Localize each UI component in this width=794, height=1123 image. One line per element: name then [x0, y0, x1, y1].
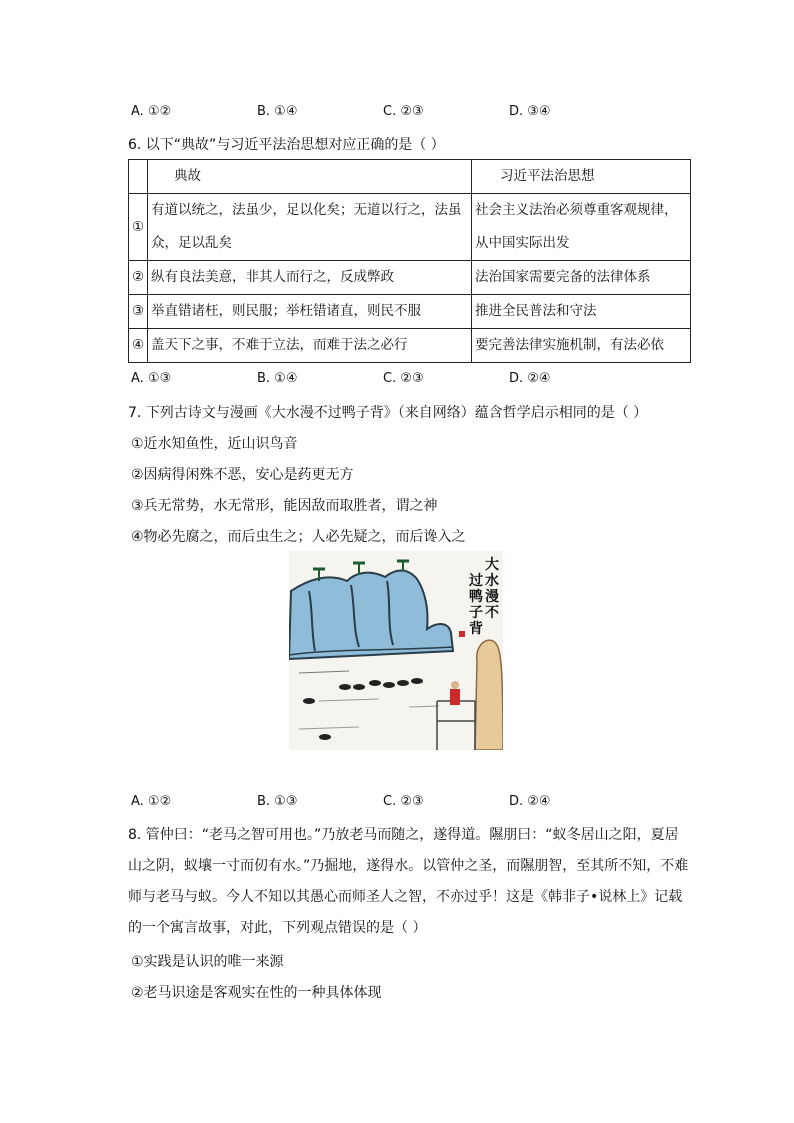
cartoon-title-char: 大	[485, 557, 499, 573]
cartoon-title-char: 背	[469, 621, 483, 637]
row-num: ①	[129, 194, 148, 261]
cartoon-title-char: 漫	[485, 589, 499, 605]
table-row	[129, 329, 691, 363]
cartoon-title-char: 子	[469, 605, 483, 621]
table-row	[129, 261, 691, 295]
q7-item-4: ④物必先腐之，而后虫生之；人必先疑之，而后谗入之	[131, 529, 466, 545]
option-d: D. ②④	[509, 794, 551, 809]
table-header-story: 典故	[148, 160, 472, 194]
table-row	[129, 194, 691, 261]
option-c: C. ②③	[383, 794, 424, 809]
option-d: D. ③④	[509, 104, 551, 119]
q7-item-3: ③兵无常势，水无常形，能因敌而取胜者，谓之神	[131, 498, 438, 514]
option-c: C. ②③	[383, 371, 424, 386]
q8-text: 8. 管仲曰：“老马之智可用也。”乃放老马而随之，遂得道。隰朋曰：“蚁冬居山之阳，夏居山之阴，蚁壤一寸而仞有水。”乃掘地，遂得水。以管仲之圣，而隰朋智，至其所不知，不难师与老马与蚁。今人不知以其愚心而师圣人之智，不亦过乎！这是《韩非子•说林上》记载的一个寓言故事，对此，下列观点错误的是（ ）	[128, 827, 689, 936]
table-header-thought: 习近平法治思想	[472, 160, 691, 194]
q5-options	[131, 104, 635, 119]
row-num: ③	[129, 295, 148, 329]
table-row	[129, 295, 691, 329]
row-story: 纵有良法美意，非其人而行之，反成弊政	[148, 261, 472, 295]
q7-item-1: ①近水知鱼性，近山识鸟音	[131, 436, 298, 452]
q6-options	[131, 371, 635, 386]
row-num: ④	[129, 329, 148, 363]
row-story: 盖天下之事，不难于立法，而难于法之必行	[148, 329, 472, 363]
q8-item-2: ②老马识途是客观实在性的一种具体体现	[131, 985, 382, 1001]
option-a: A. ①②	[131, 104, 172, 119]
table-header-num	[129, 160, 148, 194]
option-d: D. ②④	[509, 371, 551, 386]
option-b: B. ①④	[257, 104, 298, 119]
option-a: A. ①③	[131, 371, 172, 386]
cartoon-drawing	[289, 551, 503, 750]
q7-stem: 7. 下列古诗文与漫画《大水漫不过鸭子背》（来自网络）蕴含哲学启示相同的是（ ）	[128, 405, 648, 421]
q7-options	[131, 794, 635, 809]
cartoon-title-char: 水	[485, 573, 499, 589]
row-num: ②	[129, 261, 148, 295]
cartoon-title-char: 鸭	[469, 589, 483, 605]
q6-table	[128, 159, 691, 363]
cartoon-title-char: 不	[485, 605, 499, 621]
row-thought: 推进全民普法和守法	[472, 295, 691, 329]
row-thought: 要完善法律实施机制，有法必依	[472, 329, 691, 363]
option-b: B. ①③	[257, 794, 298, 809]
table-header-row	[129, 160, 691, 194]
q8-item-1: ①实践是认识的唯一来源	[131, 954, 284, 970]
option-b: B. ①④	[257, 371, 298, 386]
q6-stem: 6. 以下“典故”与习近平法治思想对应正确的是（ ）	[128, 137, 445, 153]
cartoon-image	[289, 551, 503, 750]
row-thought: 社会主义法治必须尊重客观规律，从中国实际出发	[472, 194, 691, 261]
row-story: 举直错诸枉，则民服；举枉错诸直，则民不服	[148, 295, 472, 329]
option-a: A. ①②	[131, 794, 172, 809]
row-story: 有道以统之，法虽少，足以化矣；无道以行之，法虽众，足以乱矣	[148, 194, 472, 261]
q7-item-2: ②因病得闲殊不恶，安心是药更无方	[131, 467, 354, 483]
row-thought: 法治国家需要完备的法律体系	[472, 261, 691, 295]
cartoon-title-char: 过	[469, 573, 483, 589]
option-c: C. ②③	[383, 104, 424, 119]
